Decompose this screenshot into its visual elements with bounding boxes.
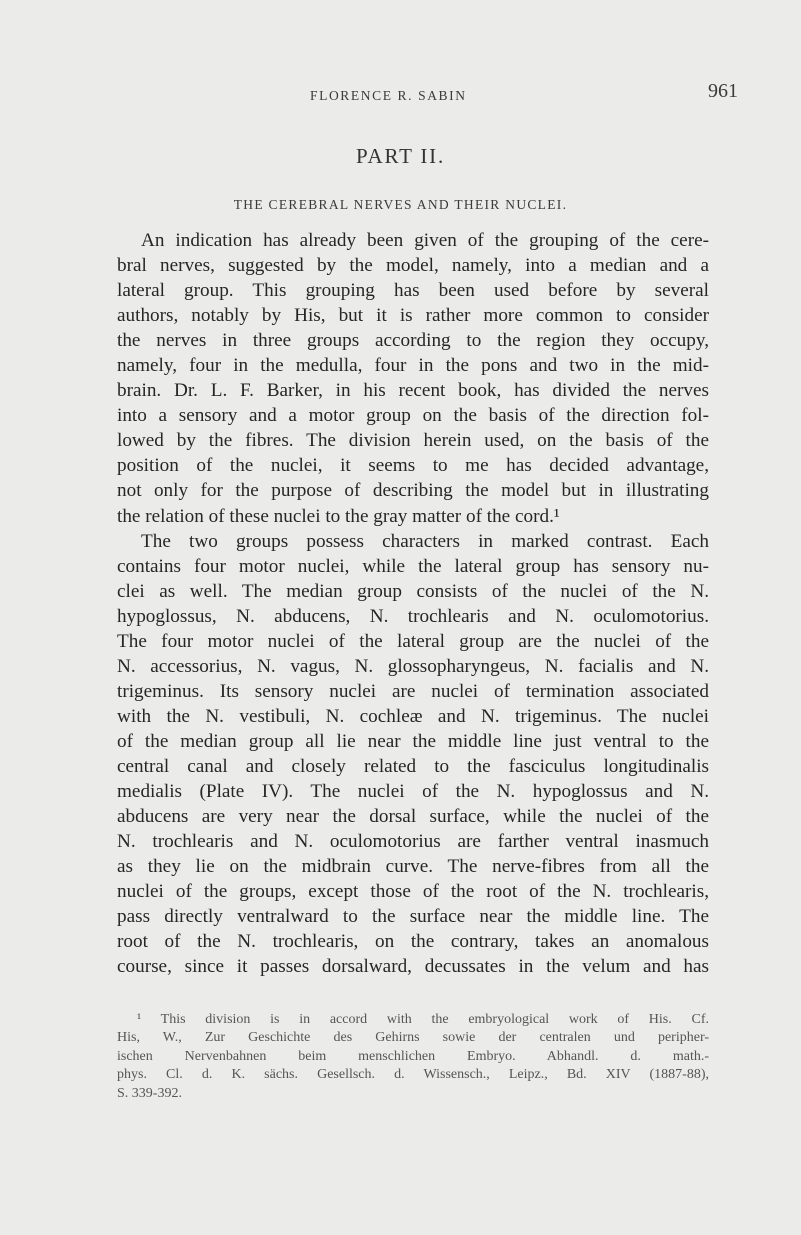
text-line: contains four motor nuclei, while the lateral group has sensory nu- bbox=[117, 555, 709, 577]
footnote-line: ischen Nervenbahnen beim menschlichen Embryo. Abhandl. d. math.- bbox=[117, 1048, 709, 1064]
text-line: namely, four in the medulla, four in the pons and two in the mid- bbox=[117, 355, 709, 377]
text-line: nuclei of the groups, except those of the root of the N. trochlearis, bbox=[117, 881, 709, 903]
running-head: FLORENCE R. SABIN bbox=[310, 88, 467, 103]
text-line: into a sensory and a motor group on the basis of the direction fol- bbox=[117, 405, 709, 427]
body-text bbox=[117, 228, 709, 979]
page-number: 961 bbox=[708, 80, 738, 102]
text-line: The two groups possess characters in marked contrast. Each bbox=[141, 530, 709, 552]
text-line: authors, notably by His, but it is rather more common to consider bbox=[117, 305, 709, 327]
footnote-line: S. 339-392. bbox=[117, 1085, 182, 1101]
footnote-line: phys. Cl. d. K. sächs. Gesellsch. d. Wissensch., Leipz., Bd. XIV (1887-88), bbox=[117, 1067, 709, 1083]
text-line: clei as well. The median group consists of the nuclei of the N. bbox=[117, 580, 709, 602]
part-title: PART II. bbox=[356, 144, 445, 168]
text-line: brain. Dr. L. F. Barker, in his recent book, has divided the nerves bbox=[117, 380, 709, 402]
text-line: course, since it passes dorsalward, decussates in the velum and has bbox=[117, 956, 709, 978]
text-line: root of the N. trochlearis, on the contrary, takes an anomalous bbox=[117, 931, 709, 953]
text-line: abducens are very near the dorsal surface, while the nuclei of the bbox=[117, 806, 709, 828]
text-line: position of the nuclei, it seems to me has decided advantage, bbox=[117, 455, 709, 477]
text-line: pass directly ventralward to the surface near the middle line. The bbox=[117, 906, 709, 928]
text-line: trigeminus. Its sensory nuclei are nuclei of termination associated bbox=[117, 680, 709, 702]
text-line: with the N. vestibuli, N. cochleæ and N. trigeminus. The nuclei bbox=[117, 705, 709, 727]
text-line: lowed by the fibres. The division herein used, on the basis of the bbox=[117, 430, 709, 452]
text-line: the nerves in three groups according to the region they occupy, bbox=[117, 330, 709, 352]
section-title: THE CEREBRAL NERVES AND THEIR NUCLEI. bbox=[233, 197, 568, 212]
text-line: The four motor nuclei of the lateral group are the nuclei of the bbox=[117, 630, 709, 652]
text-line: N. accessorius, N. vagus, N. glossopharyngeus, N. facialis and N. bbox=[117, 655, 709, 677]
text-line: lateral group. This grouping has been used before by several bbox=[117, 280, 709, 302]
text-line: hypoglossus, N. abducens, N. trochlearis and N. oculomotorius. bbox=[117, 605, 709, 627]
text-line: N. trochlearis and N. oculomotorius are farther ventral inasmuch bbox=[117, 831, 709, 853]
footnote bbox=[117, 1011, 709, 1103]
text-line: the relation of these nuclei to the gray matter of the cord.¹ bbox=[117, 505, 560, 527]
footnote-line: His, W., Zur Geschichte des Gehirns sowie der centralen und peripher- bbox=[117, 1030, 709, 1046]
footnote-line: ¹ This division is in accord with the embryological work of His. Cf. bbox=[137, 1012, 709, 1027]
text-line: An indication has already been given of the grouping of the cere- bbox=[141, 230, 709, 251]
text-line: not only for the purpose of describing the model but in illustrating bbox=[117, 480, 709, 502]
text-line: as they lie on the midbrain curve. The nerve-fibres from all the bbox=[117, 856, 709, 878]
text-line: central canal and closely related to the fasciculus longitudinalis bbox=[117, 755, 709, 777]
text-line: medialis (Plate IV). The nuclei of the N. hypoglossus and N. bbox=[117, 781, 709, 803]
text-line: of the median group all lie near the middle line just ventral to the bbox=[117, 730, 709, 752]
text-line: bral nerves, suggested by the model, namely, into a median and a bbox=[117, 255, 709, 277]
